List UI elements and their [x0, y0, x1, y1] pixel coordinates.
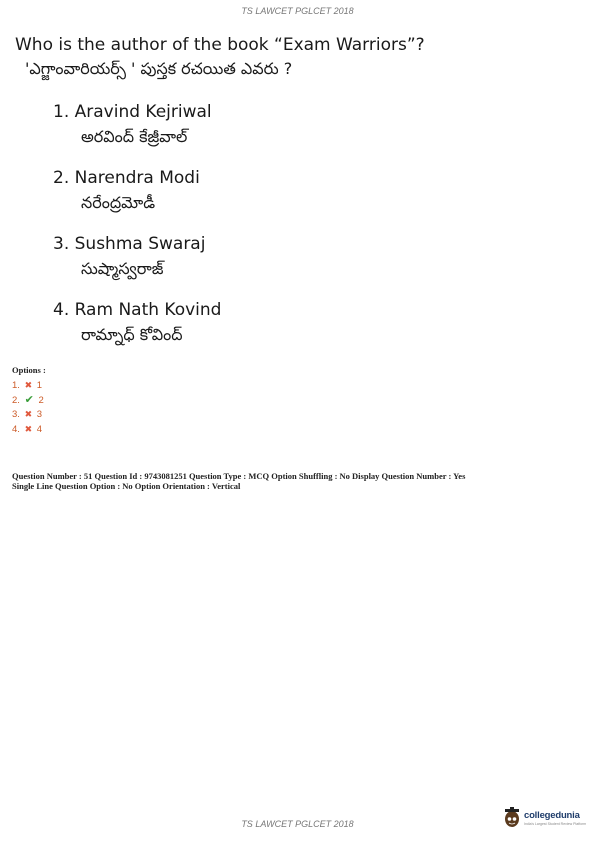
option-value: 2	[38, 394, 44, 406]
metadata-line-2: Single Line Question Option : No Option Orientation : Vertical	[12, 481, 241, 491]
options-label: Options :	[12, 365, 46, 375]
metadata-line-1: Question Number : 51 Question Id : 9743081251 Question Type : MCQ Option Shuffling : No Display Question Number : Yes	[12, 471, 466, 481]
question-block	[15, 33, 585, 81]
page-footer: TS LAWCET PGLCET 2018	[241, 819, 354, 829]
cross-icon: ✖	[24, 409, 33, 419]
logo-name: collegedunia	[524, 810, 580, 821]
question-text-en: Who is the author of the book “Exam Warriors”?	[15, 35, 425, 55]
choice-text-en: 3. Sushma Swaraj	[53, 234, 206, 254]
option-value: 4	[36, 423, 43, 435]
choice-item	[53, 232, 221, 298]
choice-text-en: 1. Aravind Kejriwal	[53, 102, 212, 122]
option-row	[12, 378, 46, 393]
choice-item	[53, 100, 221, 166]
choice-text-te: నరేంద్రమోడీ	[81, 193, 156, 212]
page-header: TS LAWCET PGLCET 2018	[241, 6, 354, 16]
cross-icon: ✖	[24, 380, 33, 390]
question-metadata	[12, 471, 587, 491]
mascot-icon	[502, 807, 522, 829]
question-text-te: 'ఎగ్జాంవారియర్స్ ' పుస్తక రచయిత ఎవరు ?	[25, 59, 293, 78]
choice-text-te: సుష్మాస్వరాజ్	[81, 259, 164, 278]
option-value: 1	[36, 380, 43, 391]
option-number: 2.	[12, 394, 20, 406]
option-row	[12, 407, 46, 422]
choice-item	[53, 166, 221, 232]
options-section	[12, 365, 46, 436]
logo-tagline: India's Largest Student Review Platform	[524, 822, 587, 826]
choice-list	[53, 100, 221, 364]
choice-text-en: 2. Narendra Modi	[53, 168, 200, 188]
cross-icon: ✖	[24, 423, 33, 434]
option-row	[12, 422, 46, 437]
option-row	[12, 393, 46, 408]
option-number: 4.	[12, 423, 20, 435]
check-icon: ✔	[24, 393, 34, 406]
option-value: 3	[36, 409, 43, 420]
choice-item	[53, 298, 221, 364]
collegedunia-logo	[500, 804, 592, 836]
choice-text-en: 4. Ram Nath Kovind	[53, 300, 222, 320]
choice-text-te: రామ్నాధ్ కోవింద్	[81, 325, 183, 344]
choice-text-te: అరవింద్ కేజ్రీవాల్	[81, 127, 188, 146]
option-number: 1.	[12, 380, 20, 391]
option-number: 3.	[12, 409, 20, 420]
